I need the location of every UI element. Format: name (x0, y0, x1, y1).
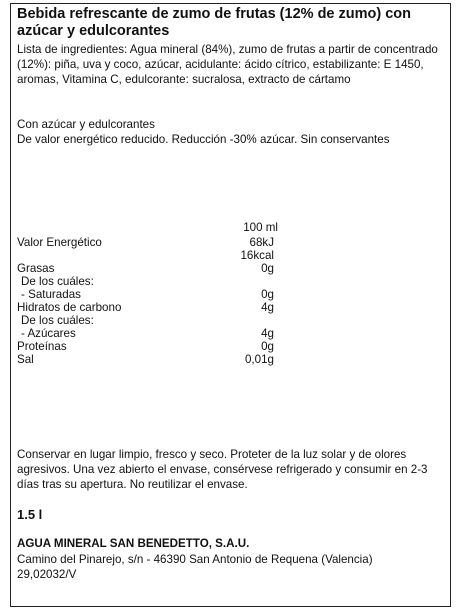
nutrition-row-name: De los cuáles: (21, 275, 94, 288)
nutrition-row-name: Proteínas (17, 340, 67, 353)
registry-number: 29,02032/V (17, 568, 77, 581)
claim-sweeteners: Con azúcar y edulcorantes (17, 118, 155, 131)
nutrition-label (10, 3, 451, 607)
ingredients-list: Lista de ingredientes: Agua mineral (84%), zumo de frutas a partir de concentrado (12%): piña, uva y coco, azúcar, acidulante: ácido cítrico, estabilizante: E 1450, aromas, Vitamina C, edulcorante: sucralosa, extracto de cártamo (17, 43, 438, 86)
nutrition-row-value: 0,01g (244, 353, 274, 366)
nutrition-row-value: 16kcal (240, 249, 274, 262)
nutrition-row-value: 4g (261, 327, 274, 340)
volume: 1.5 l (17, 507, 43, 522)
nutrition-row-name: De los cuáles: (21, 314, 94, 327)
product-title: Bebida refrescante de zumo de frutas (12% de zumo) con azúcar y edulcorantes (17, 6, 412, 39)
nutrition-row-name: Hidratos de carbono (17, 301, 122, 314)
storage-instructions: Conservar en lugar limpio, fresco y seco. Proteter de la luz solar y de olores agresivos. Una vez abierto el envase, consérvese refrigerado y consumir en 2-3 días tras su apertura. No reutilizar el envase. (17, 448, 428, 491)
nutrition-row-value: 0g (261, 262, 274, 275)
nutrition-row-name: Sal (17, 353, 34, 366)
claim-reduced-energy: De valor energético reducido. Reducción -30% azúcar. Sin conservantes (17, 133, 390, 146)
nutrition-row-name: - Azúcares (21, 327, 76, 340)
company-address: Camino del Pinarejo, s/n - 46390 San Antonio de Requena (Valencia) (17, 553, 373, 566)
nutrition-header: 100 ml (243, 221, 278, 234)
nutrition-row-name: - Saturadas (21, 288, 81, 301)
nutrition-row-value: 0g (261, 288, 274, 301)
nutrition-row-name: Grasas (17, 262, 55, 275)
nutrition-row-value: 4g (261, 301, 274, 314)
nutrition-row-name: Valor Energético (17, 236, 102, 249)
nutrition-row-value: 68kJ (249, 236, 274, 249)
company-name: AGUA MINERAL SAN BENEDETTO, S.A.U. (17, 537, 250, 550)
nutrition-row-value: 0g (261, 340, 274, 353)
